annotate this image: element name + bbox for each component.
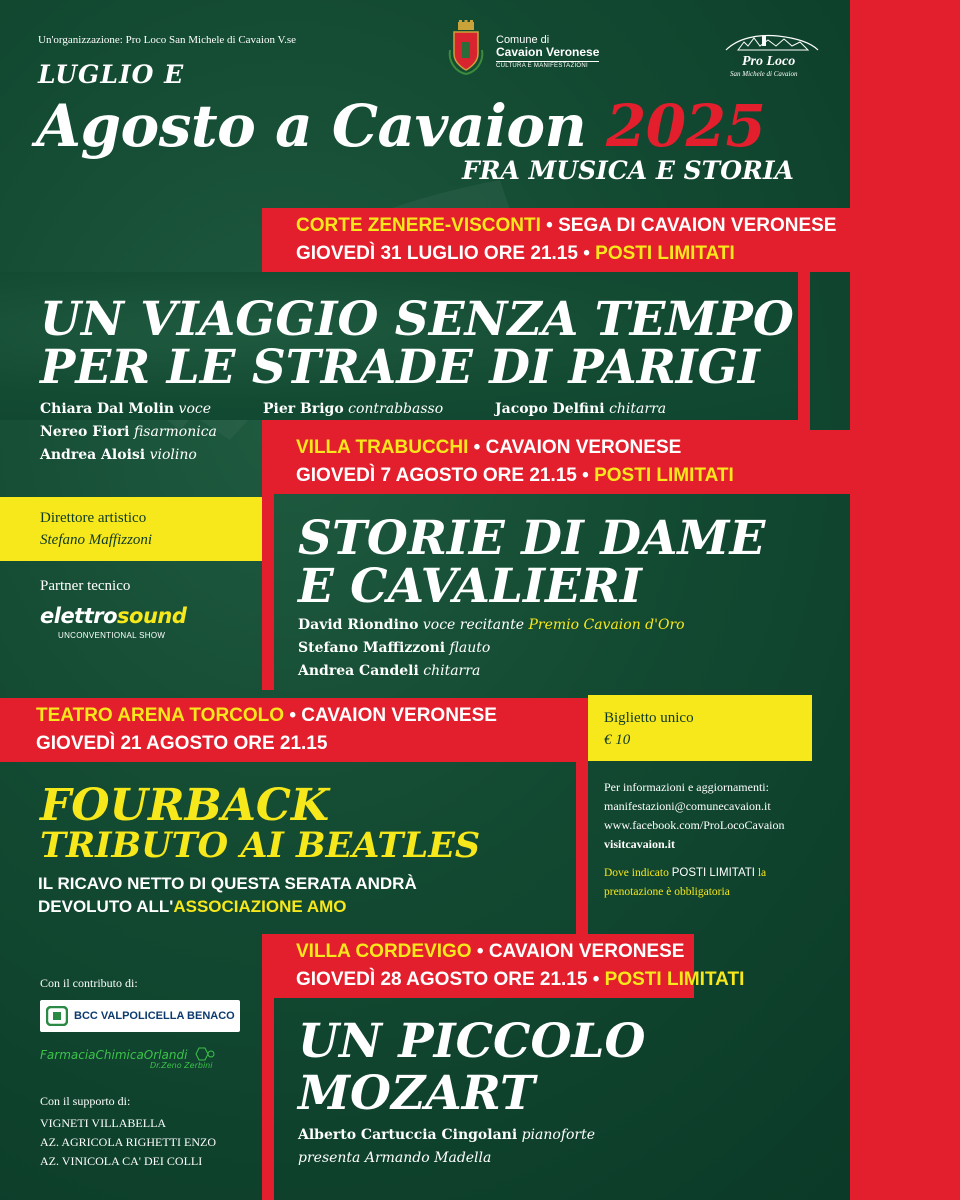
event2-performer-3 [298, 660, 480, 683]
event2-title-line1: STORIE DI DAME [298, 511, 766, 566]
event3-bullet: • [284, 705, 302, 726]
event4-bullet2: • [587, 969, 605, 990]
comune-line2: Cavaion Veronese [496, 45, 600, 60]
event3-note-line2 [38, 895, 417, 918]
event3-note-line1: IL RICAVO NETTO DI QUESTA SERATA ANDRÀ [38, 874, 417, 893]
performer-role: violino [149, 447, 197, 463]
event1-performer-3 [495, 398, 666, 421]
elettrosound-sub: UNCONVENTIONAL SHOW [58, 631, 166, 640]
artistic-director-box [0, 497, 262, 561]
event2-bullet2: • [576, 465, 595, 486]
event1-performer-4 [40, 421, 217, 444]
performer-name: Pier Brigo [263, 401, 344, 417]
event1-venue: CORTE ZENERE-VISCONTI [296, 215, 541, 236]
event4-left-border [262, 998, 274, 1200]
event4-header-band [262, 934, 745, 998]
info-note-b: POSTI LIMITATI [671, 867, 755, 879]
main-title-year: 2025 [605, 92, 766, 160]
performer-name: Stefano Maffizzoni [298, 640, 446, 656]
event1-performer-1 [40, 398, 211, 421]
event3-right-border [576, 762, 588, 934]
ticket-label: Biglietto unico [604, 710, 694, 726]
event4-place: CAVAION VERONESE [488, 941, 685, 962]
event4-title-line1: UN PICCOLO [298, 1014, 646, 1069]
performer-name: Alberto Cartuccia Cingolani [298, 1127, 518, 1143]
supporter-item: VIGNETI VILLABELLA [40, 1116, 167, 1130]
performer-name: David Riondino [298, 617, 419, 633]
performer-name: Andrea Candeli [298, 663, 419, 679]
event1-bullet2: • [577, 243, 596, 264]
right-red-strip [850, 0, 960, 1200]
info-site: visitcavaion.it [604, 837, 675, 851]
event1-limited: POSTI LIMITATI [595, 243, 735, 264]
event4-bullet: • [471, 941, 489, 962]
event3-note-line2b: ASSOCIAZIONE AMO [173, 897, 347, 916]
event3-date: GIOVEDÌ 21 AGOSTO ORE 21.15 [36, 733, 328, 754]
event2-performer-1 [298, 614, 685, 637]
partner-label: Partner tecnico [40, 578, 131, 594]
organizer-text: Un'organizzazione: Pro Loco San Michele di Cavaion V.se [38, 34, 296, 46]
event3-place: CAVAION VERONESE [301, 705, 497, 726]
event2-venue: VILLA TRABUCCHI [296, 437, 469, 458]
ticket-price: € 10 [604, 732, 631, 748]
proloco-name: Pro Loco [742, 54, 796, 69]
main-title [36, 92, 765, 160]
proloco-sub: San Michele di Cavaion [730, 70, 798, 78]
info-note-line2: prenotazione è obbligatoria [604, 886, 730, 898]
presenter-text: presenta Armando Madella [298, 1150, 492, 1166]
supporter-item: AZ. AGRICOLA RIGHETTI ENZO [40, 1135, 216, 1149]
performer-role: pianoforte [521, 1127, 596, 1143]
performer-role: voce recitante [422, 617, 524, 633]
elettrosound-brand-b: sound [117, 604, 187, 628]
event3-venue-line [36, 702, 588, 730]
performer-role: flauto [449, 640, 491, 656]
pharmacy-sub: Dr.Zeno Zerbini [150, 1061, 213, 1070]
event1-title-line2: PER LE STRADE DI PARIGI [40, 340, 760, 395]
performer-name: Chiara Dal Molin [40, 401, 175, 417]
artistic-director-label: Direttore artistico [40, 510, 147, 526]
event3-header-band [0, 698, 588, 762]
comune-crest-icon [446, 20, 486, 76]
bcc-icon [46, 1006, 68, 1026]
support-label: Con il supporto di: [40, 1094, 131, 1108]
event1-performer-5 [40, 444, 197, 467]
event2-title-line2: E CAVALIERI [298, 559, 642, 614]
event2-bullet: • [468, 437, 486, 458]
info-email: manifestazioni@comunecavaion.it [604, 799, 771, 813]
event4-venue: VILLA CORDEVIGO [296, 941, 472, 962]
event4-venue-line [296, 938, 694, 966]
event1-performer-2 [263, 398, 443, 421]
elettrosound-logo [40, 604, 186, 628]
event4-date-line [296, 966, 745, 994]
event2-limited: POSTI LIMITATI [594, 465, 734, 486]
event1-venue-line [296, 212, 850, 240]
event2-date-line [296, 462, 850, 490]
info-note-line1 [604, 864, 766, 883]
event2-header-band [262, 430, 850, 494]
info-facebook: www.facebook.com/ProLocoCavaion [604, 818, 785, 832]
event2-venue-line [296, 434, 850, 462]
event3-venue: TEATRO ARENA TORCOLO [36, 705, 285, 726]
performer-role: voce [178, 401, 212, 417]
performer-name: Nereo Fiori [40, 424, 130, 440]
info-block [604, 778, 785, 854]
bcc-name: BCC VALPOLICELLA BENACO [74, 1010, 235, 1022]
info-note-c: la [754, 867, 767, 879]
info-note [604, 864, 766, 902]
artistic-director-name: Stefano Maffizzoni [40, 532, 153, 548]
event1-place: SEGA DI CAVAION VERONESE [558, 215, 837, 236]
performer-role: chitarra [423, 663, 481, 679]
event3-title-line1: FOURBACK [40, 780, 330, 831]
comune-line1: Comune di [496, 34, 550, 46]
event1-bullet: • [540, 215, 559, 236]
performer-role: fisarmonica [133, 424, 217, 440]
event2-date: GIOVEDÌ 7 AGOSTO ORE 21.15 [296, 465, 577, 486]
event3-title-line2: TRIBUTO AI BEATLES [40, 825, 481, 866]
bcc-logo-box [40, 1000, 240, 1032]
event4-title-line2: MOZART [298, 1066, 535, 1121]
comune-logo-text [496, 34, 599, 70]
event4-limited: POSTI LIMITATI [604, 969, 745, 990]
info-heading: Per informazioni e aggiornamenti: [604, 780, 769, 794]
pharmacy-name: FarmaciaChimicaOrlandi [40, 1048, 188, 1062]
event2-left-border [262, 494, 274, 690]
event1-title-line1: UN VIAGGIO SENZA TEMPO [40, 292, 794, 347]
supporters-list [40, 1114, 216, 1171]
event2-place: CAVAION VERONESE [485, 437, 682, 458]
performer-role: contrabbasso [348, 401, 444, 417]
performer-role: chitarra [609, 401, 667, 417]
performer-name: Andrea Aloisi [40, 447, 146, 463]
ticket-box [588, 695, 812, 761]
elettrosound-brand-a: elettro [40, 604, 118, 628]
comune-line3: CULTURA E MANIFESTAZIONI [496, 61, 599, 70]
performer-award: Premio Cavaion d'Oro [528, 617, 685, 633]
event3-note-line2a: DEVOLUTO ALL' [38, 897, 174, 916]
info-note-a: Dove indicato [604, 867, 672, 879]
performer-name: Jacopo Delfini [495, 401, 605, 417]
event1-header-band [262, 208, 850, 272]
event1-date-line [296, 240, 850, 268]
header-line1: LUGLIO E [38, 60, 185, 89]
main-title-text: Agosto a Cavaion [36, 92, 587, 160]
header-subtitle: FRA MUSICA E STORIA [462, 156, 794, 185]
contrib-label: Con il contributo di: [40, 976, 138, 990]
event4-date: GIOVEDÌ 28 AGOSTO ORE 21.15 [296, 969, 588, 990]
event4-performer [298, 1124, 595, 1147]
event4-presenter [298, 1147, 491, 1170]
event2-performer-2 [298, 637, 490, 660]
event1-date: GIOVEDÌ 31 LUGLIO ORE 21.15 [296, 243, 578, 264]
event3-note [38, 872, 417, 918]
supporter-item: AZ. VINICOLA CA' DEI COLLI [40, 1154, 203, 1168]
